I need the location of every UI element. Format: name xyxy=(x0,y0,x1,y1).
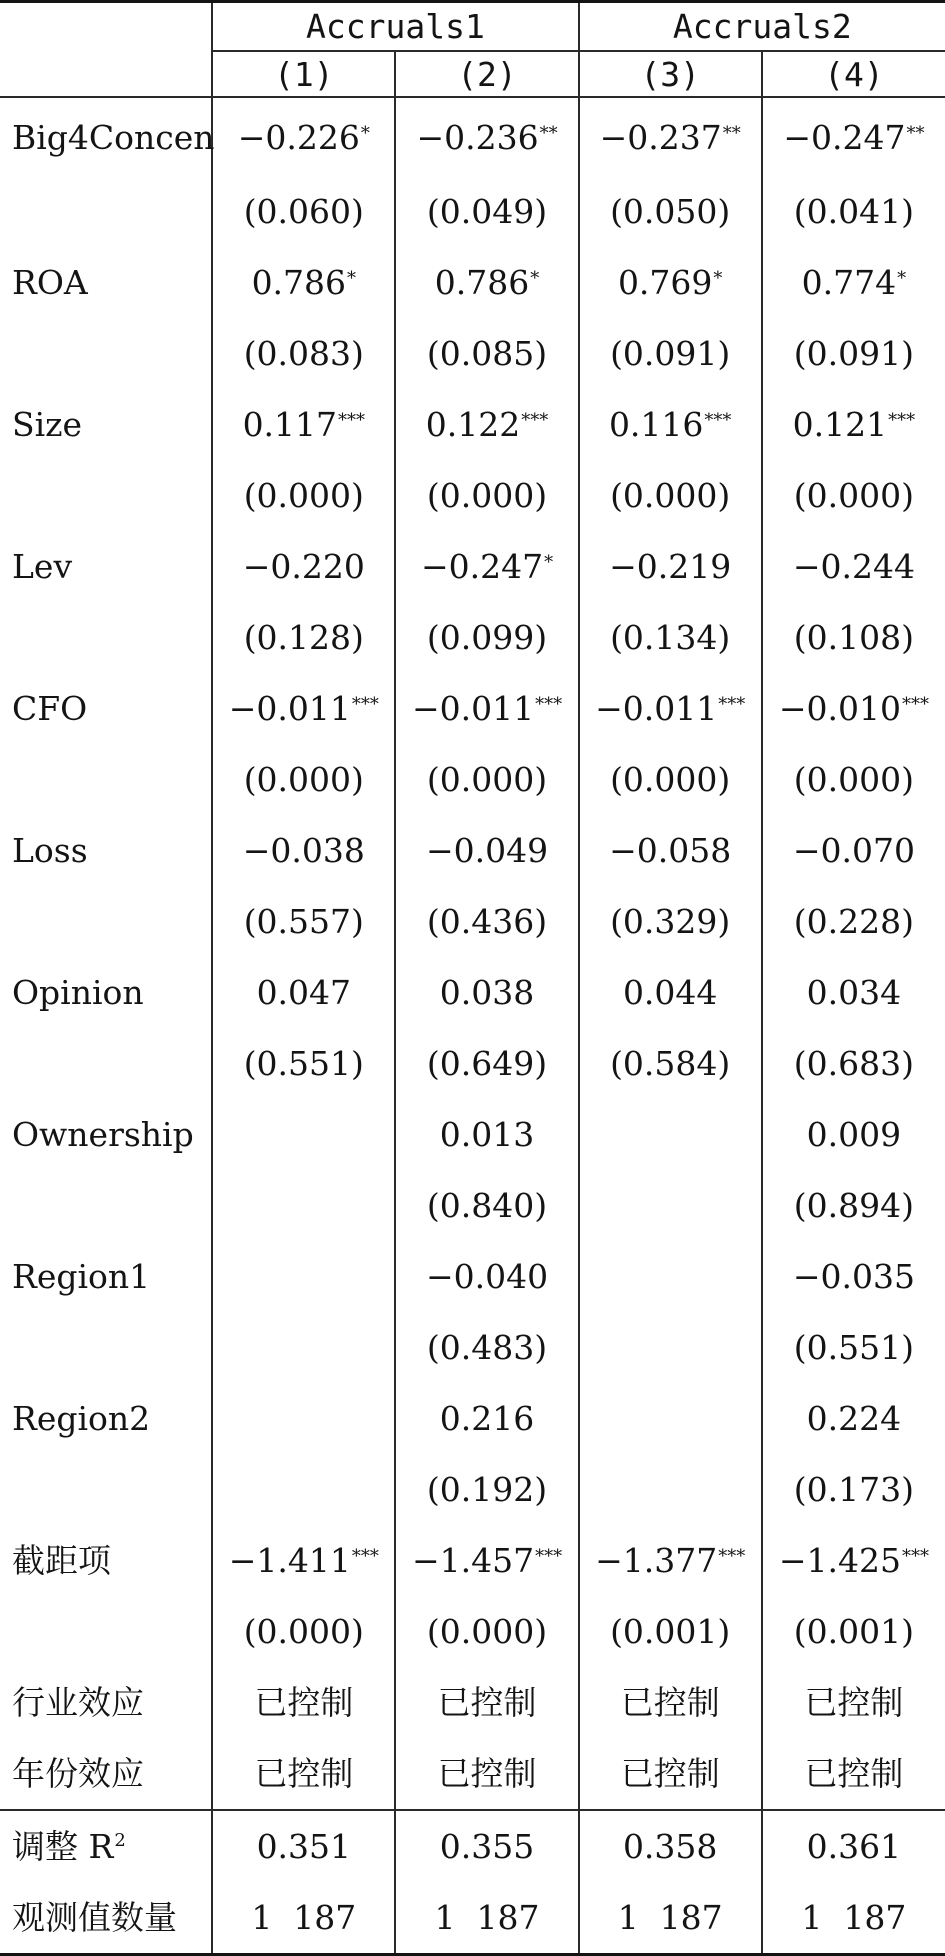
row-label: Size xyxy=(12,405,83,444)
table-cell xyxy=(212,176,395,247)
significance-stars: *** xyxy=(718,1546,746,1567)
table-cell xyxy=(579,1383,762,1454)
cell-value: (0.557) xyxy=(243,902,364,941)
table-cell: 0.355 xyxy=(395,1810,578,1882)
table-row xyxy=(0,460,945,531)
table-cell xyxy=(762,389,945,460)
cell-value: (0.000) xyxy=(243,476,364,515)
cell-value: (0.108) xyxy=(793,618,914,657)
table-cell xyxy=(212,318,395,389)
cell-value: 已控制 xyxy=(254,1754,354,1793)
significance-stars: * xyxy=(347,268,357,289)
table-row xyxy=(0,815,945,886)
table-cell xyxy=(579,1525,762,1596)
row-label: Ownership xyxy=(12,1115,194,1154)
row-label xyxy=(0,176,212,247)
cell-value: −0.226 xyxy=(237,117,360,157)
cell-value: (0.091) xyxy=(610,334,731,373)
table-cell xyxy=(762,1738,945,1810)
table-row xyxy=(0,602,945,673)
significance-stars: *** xyxy=(535,694,563,715)
table-cell xyxy=(762,886,945,957)
cell-value: (0.050) xyxy=(610,192,731,231)
table-cell xyxy=(762,1241,945,1312)
table-cell xyxy=(579,1738,762,1810)
table-row xyxy=(0,1667,945,1738)
cell-value: 已控制 xyxy=(437,1683,537,1722)
cell-value: −0.010 xyxy=(778,689,901,728)
row-label: Region1 xyxy=(12,1257,151,1296)
table-cell xyxy=(395,1738,578,1810)
table-cell xyxy=(579,1241,762,1312)
table-cell xyxy=(579,1312,762,1383)
table-cell xyxy=(212,389,395,460)
table-cell xyxy=(762,1099,945,1170)
significance-stars: *** xyxy=(521,410,549,431)
table-cell xyxy=(579,97,762,176)
table-cell xyxy=(212,1454,395,1525)
cell-value: (0.329) xyxy=(610,902,731,941)
row-label xyxy=(0,886,212,957)
table-cell xyxy=(762,815,945,886)
cell-value: 0.769 xyxy=(617,263,713,302)
table-cell xyxy=(395,744,578,815)
cell-value: 0.117 xyxy=(242,405,338,444)
group-header-accruals1: Accruals1 xyxy=(212,2,578,52)
table-cell xyxy=(212,886,395,957)
row-label: CFO xyxy=(12,689,88,728)
cell-value: 0.044 xyxy=(622,973,718,1012)
table-cell xyxy=(395,389,578,460)
cell-value: (0.000) xyxy=(793,760,914,799)
table-cell xyxy=(395,1241,578,1312)
cell-value: (0.173) xyxy=(793,1470,914,1509)
cell-value: −0.236 xyxy=(416,117,539,157)
table-cell xyxy=(395,602,578,673)
table-cell xyxy=(212,247,395,318)
row-label: Lev xyxy=(12,547,73,586)
cell-value: (0.000) xyxy=(426,1612,548,1651)
row-label: Region2 xyxy=(12,1399,151,1438)
cell-value: −1.457 xyxy=(411,1541,535,1580)
table-cell xyxy=(395,460,578,531)
table-cell xyxy=(579,1454,762,1525)
row-label xyxy=(0,1810,212,1882)
cell-value: (0.551) xyxy=(793,1328,914,1367)
cell-value: (0.128) xyxy=(243,618,364,657)
cell-value: 已控制 xyxy=(437,1754,537,1793)
table-row xyxy=(0,1383,945,1454)
cell-value: (0.085) xyxy=(426,334,548,373)
table-cell xyxy=(762,176,945,247)
table-cell xyxy=(212,1028,395,1099)
significance-stars: * xyxy=(897,268,907,289)
header-group-row xyxy=(0,2,945,52)
significance-stars: * xyxy=(544,552,554,573)
table-cell: 0.358 xyxy=(579,1810,762,1882)
table-cell xyxy=(579,389,762,460)
cell-value: (0.192) xyxy=(426,1470,548,1509)
table-cell xyxy=(212,673,395,744)
cell-value: (0.000) xyxy=(426,476,548,515)
row-label: Loss xyxy=(12,831,88,870)
cell-value: (0.000) xyxy=(610,760,731,799)
table-row xyxy=(0,1170,945,1241)
cell-value: (0.134) xyxy=(610,618,731,657)
table-row xyxy=(0,1312,945,1383)
table-cell xyxy=(212,957,395,1028)
cell-value: (0.683) xyxy=(793,1044,914,1083)
cell-value: 已控制 xyxy=(804,1683,904,1722)
cell-value: −0.247 xyxy=(420,547,544,586)
significance-stars: *** xyxy=(901,694,929,715)
cell-value: (0.001) xyxy=(610,1612,731,1651)
cell-value: −0.219 xyxy=(609,547,732,586)
cell-value: 已控制 xyxy=(804,1754,904,1793)
significance-stars: ** xyxy=(539,122,558,144)
cell-value: (0.099) xyxy=(426,618,548,657)
table-cell xyxy=(579,957,762,1028)
table-cell xyxy=(212,1099,395,1170)
table-cell xyxy=(212,815,395,886)
table-cell: 1 187 xyxy=(212,1882,395,1955)
table-cell xyxy=(212,1596,395,1667)
table-cell xyxy=(395,1312,578,1383)
cell-value: (0.649) xyxy=(426,1044,548,1083)
cell-value: −0.220 xyxy=(242,547,365,586)
row-label xyxy=(0,1170,212,1241)
table-cell xyxy=(762,247,945,318)
table-cell xyxy=(395,1170,578,1241)
cell-value: 0.047 xyxy=(256,973,352,1012)
table-cell: 1 187 xyxy=(395,1882,578,1955)
cell-value: 已控制 xyxy=(620,1754,720,1793)
table-row xyxy=(0,957,945,1028)
table-row xyxy=(0,886,945,957)
table-cell: 1 187 xyxy=(579,1882,762,1955)
cell-value: −0.011 xyxy=(228,689,351,728)
cell-value: 0.224 xyxy=(806,1399,902,1438)
cell-value: 0.116 xyxy=(608,405,704,444)
observations-row xyxy=(0,1882,945,1955)
row-label xyxy=(0,460,212,531)
table-cell xyxy=(762,1028,945,1099)
table-cell xyxy=(579,1667,762,1738)
table-cell xyxy=(762,673,945,744)
table-row xyxy=(0,1525,945,1596)
table-cell xyxy=(395,97,578,176)
header-corner-2 xyxy=(0,51,212,97)
cell-value: (0.840) xyxy=(426,1186,548,1225)
significance-stars: *** xyxy=(704,410,732,431)
table-cell xyxy=(395,673,578,744)
cell-value: (0.436) xyxy=(426,902,548,941)
table-cell xyxy=(579,886,762,957)
table-cell xyxy=(579,1596,762,1667)
cell-value: (0.228) xyxy=(793,902,914,941)
table-row xyxy=(0,1241,945,1312)
table-row xyxy=(0,673,945,744)
table-cell xyxy=(762,1454,945,1525)
row-label: ROA xyxy=(12,263,88,302)
cell-value: 0.038 xyxy=(439,973,535,1012)
table-row xyxy=(0,389,945,460)
significance-stars: ** xyxy=(722,122,741,144)
cell-value: (0.091) xyxy=(793,334,914,373)
table-cell xyxy=(395,1667,578,1738)
table-cell xyxy=(762,1596,945,1667)
table-row xyxy=(0,247,945,318)
table-cell xyxy=(579,744,762,815)
row-label xyxy=(0,744,212,815)
cell-value: 0.774 xyxy=(801,263,897,302)
table-cell xyxy=(762,744,945,815)
table-body xyxy=(0,97,945,1810)
table-cell: 0.361 xyxy=(762,1810,945,1882)
table-footer xyxy=(0,1810,945,1955)
significance-stars: *** xyxy=(351,1546,379,1567)
table-cell xyxy=(762,1170,945,1241)
cell-value: −0.038 xyxy=(242,831,365,870)
column-header-4: (4) xyxy=(762,51,945,97)
table-cell xyxy=(762,97,945,176)
significance-stars: ** xyxy=(906,122,925,144)
table-cell xyxy=(395,247,578,318)
cell-value: 0.216 xyxy=(439,1399,535,1438)
table-cell xyxy=(212,531,395,602)
cell-value: 已控制 xyxy=(620,1683,720,1722)
cell-value: −0.237 xyxy=(599,117,722,157)
cell-value: −1.377 xyxy=(595,1541,718,1580)
table-cell xyxy=(212,1525,395,1596)
row-label: 行业效应 xyxy=(12,1683,144,1722)
table-cell xyxy=(395,1525,578,1596)
table-cell xyxy=(395,886,578,957)
table-cell xyxy=(579,1099,762,1170)
cell-value: −0.247 xyxy=(783,117,906,157)
cell-value: −1.425 xyxy=(778,1541,901,1580)
table-cell xyxy=(762,602,945,673)
table-cell xyxy=(579,1028,762,1099)
row-label: Opinion xyxy=(12,973,144,1012)
table-row xyxy=(0,1028,945,1099)
adjusted-r2-row xyxy=(0,1810,945,1882)
cell-value: (0.001) xyxy=(793,1612,914,1651)
cell-value: −0.049 xyxy=(425,831,549,870)
cell-value: (0.041) xyxy=(793,192,914,231)
significance-stars: * xyxy=(530,268,540,289)
cell-value: (0.000) xyxy=(793,476,914,515)
column-header-3: (3) xyxy=(579,51,762,97)
row-label: 年份效应 xyxy=(12,1754,144,1793)
r2-label-text: 调整 R xyxy=(12,1827,114,1866)
significance-stars: *** xyxy=(718,694,746,715)
cell-value: (0.060) xyxy=(243,192,364,231)
significance-stars: *** xyxy=(338,410,366,431)
significance-stars: * xyxy=(713,268,723,289)
table-cell xyxy=(212,460,395,531)
cell-value: 0.121 xyxy=(792,405,888,444)
table-cell xyxy=(395,1028,578,1099)
header-corner xyxy=(0,2,212,52)
row-label xyxy=(0,318,212,389)
cell-value: 0.786 xyxy=(434,263,530,302)
table-cell xyxy=(212,602,395,673)
table-cell xyxy=(395,1383,578,1454)
table-cell xyxy=(762,1667,945,1738)
row-label: 截距项 xyxy=(12,1541,111,1580)
table-cell xyxy=(579,815,762,886)
cell-value: 0.786 xyxy=(251,263,347,302)
cell-value: (0.894) xyxy=(793,1186,914,1225)
table-cell: 1 187 xyxy=(762,1882,945,1955)
table-cell xyxy=(579,318,762,389)
cell-value: 0.009 xyxy=(806,1115,902,1154)
column-header-2: (2) xyxy=(395,51,578,97)
column-header-1: (1) xyxy=(212,51,395,97)
header-column-row xyxy=(0,51,945,97)
cell-value: 0.013 xyxy=(439,1115,535,1154)
table-row xyxy=(0,176,945,247)
cell-value: (0.000) xyxy=(243,1612,364,1651)
cell-value: −0.040 xyxy=(425,1257,549,1296)
cell-value: 已控制 xyxy=(254,1683,354,1722)
table-cell xyxy=(762,531,945,602)
cell-value: −0.011 xyxy=(411,689,535,728)
table-cell xyxy=(762,318,945,389)
table-cell xyxy=(579,460,762,531)
significance-stars: *** xyxy=(535,1546,563,1567)
table-cell xyxy=(395,1099,578,1170)
table-cell xyxy=(395,531,578,602)
table-cell xyxy=(212,97,395,176)
cell-value: (0.584) xyxy=(610,1044,731,1083)
table-cell xyxy=(762,1312,945,1383)
table-cell xyxy=(395,815,578,886)
table-cell xyxy=(212,1170,395,1241)
cell-value: −0.058 xyxy=(609,831,732,870)
significance-stars: * xyxy=(360,122,370,144)
cell-value: (0.049) xyxy=(426,192,548,231)
table-row xyxy=(0,531,945,602)
row-label xyxy=(0,1596,212,1667)
table-row xyxy=(0,1099,945,1170)
table-row xyxy=(0,744,945,815)
table-cell xyxy=(762,1383,945,1454)
table-row xyxy=(0,1454,945,1525)
table-row xyxy=(0,1596,945,1667)
cell-value: −0.011 xyxy=(595,689,718,728)
cell-value: −0.070 xyxy=(792,831,915,870)
table-cell xyxy=(579,531,762,602)
cell-value: (0.551) xyxy=(243,1044,364,1083)
table-cell xyxy=(579,247,762,318)
table-cell xyxy=(212,1738,395,1810)
significance-stars: *** xyxy=(901,1546,929,1567)
cell-value: (0.483) xyxy=(426,1328,548,1367)
cell-value: −0.244 xyxy=(792,547,915,586)
cell-value: (0.083) xyxy=(243,334,364,373)
cell-value: (0.000) xyxy=(610,476,731,515)
row-label: Big4Concen xyxy=(12,117,215,157)
significance-stars: *** xyxy=(351,694,379,715)
table-cell xyxy=(212,1667,395,1738)
table-cell: 0.351 xyxy=(212,1810,395,1882)
table-row xyxy=(0,97,945,176)
row-label xyxy=(0,1454,212,1525)
cell-value: −1.411 xyxy=(228,1541,351,1580)
table-cell xyxy=(395,1596,578,1667)
table-cell xyxy=(579,602,762,673)
table-cell xyxy=(395,957,578,1028)
table-cell xyxy=(579,176,762,247)
table-cell xyxy=(212,744,395,815)
table-cell xyxy=(579,1170,762,1241)
table-cell xyxy=(212,1241,395,1312)
row-label: 观测值数量 xyxy=(12,1898,177,1937)
cell-value: −0.035 xyxy=(792,1257,915,1296)
significance-stars: *** xyxy=(888,410,916,431)
table-cell xyxy=(762,1525,945,1596)
group-header-accruals2: Accruals2 xyxy=(579,2,945,52)
table-cell xyxy=(395,318,578,389)
table-row xyxy=(0,1738,945,1810)
cell-value: 0.122 xyxy=(425,405,521,444)
r2-superscript: 2 xyxy=(114,1830,126,1851)
cell-value: (0.000) xyxy=(243,760,364,799)
cell-value: 0.034 xyxy=(806,973,902,1012)
table-cell xyxy=(762,460,945,531)
table-row xyxy=(0,318,945,389)
row-label xyxy=(0,1312,212,1383)
row-label xyxy=(0,602,212,673)
cell-value: (0.000) xyxy=(426,760,548,799)
table-cell xyxy=(395,176,578,247)
table-cell xyxy=(212,1312,395,1383)
table-cell xyxy=(395,1454,578,1525)
table-cell xyxy=(762,957,945,1028)
row-label xyxy=(0,1028,212,1099)
table-cell xyxy=(212,1383,395,1454)
table-cell xyxy=(579,673,762,744)
